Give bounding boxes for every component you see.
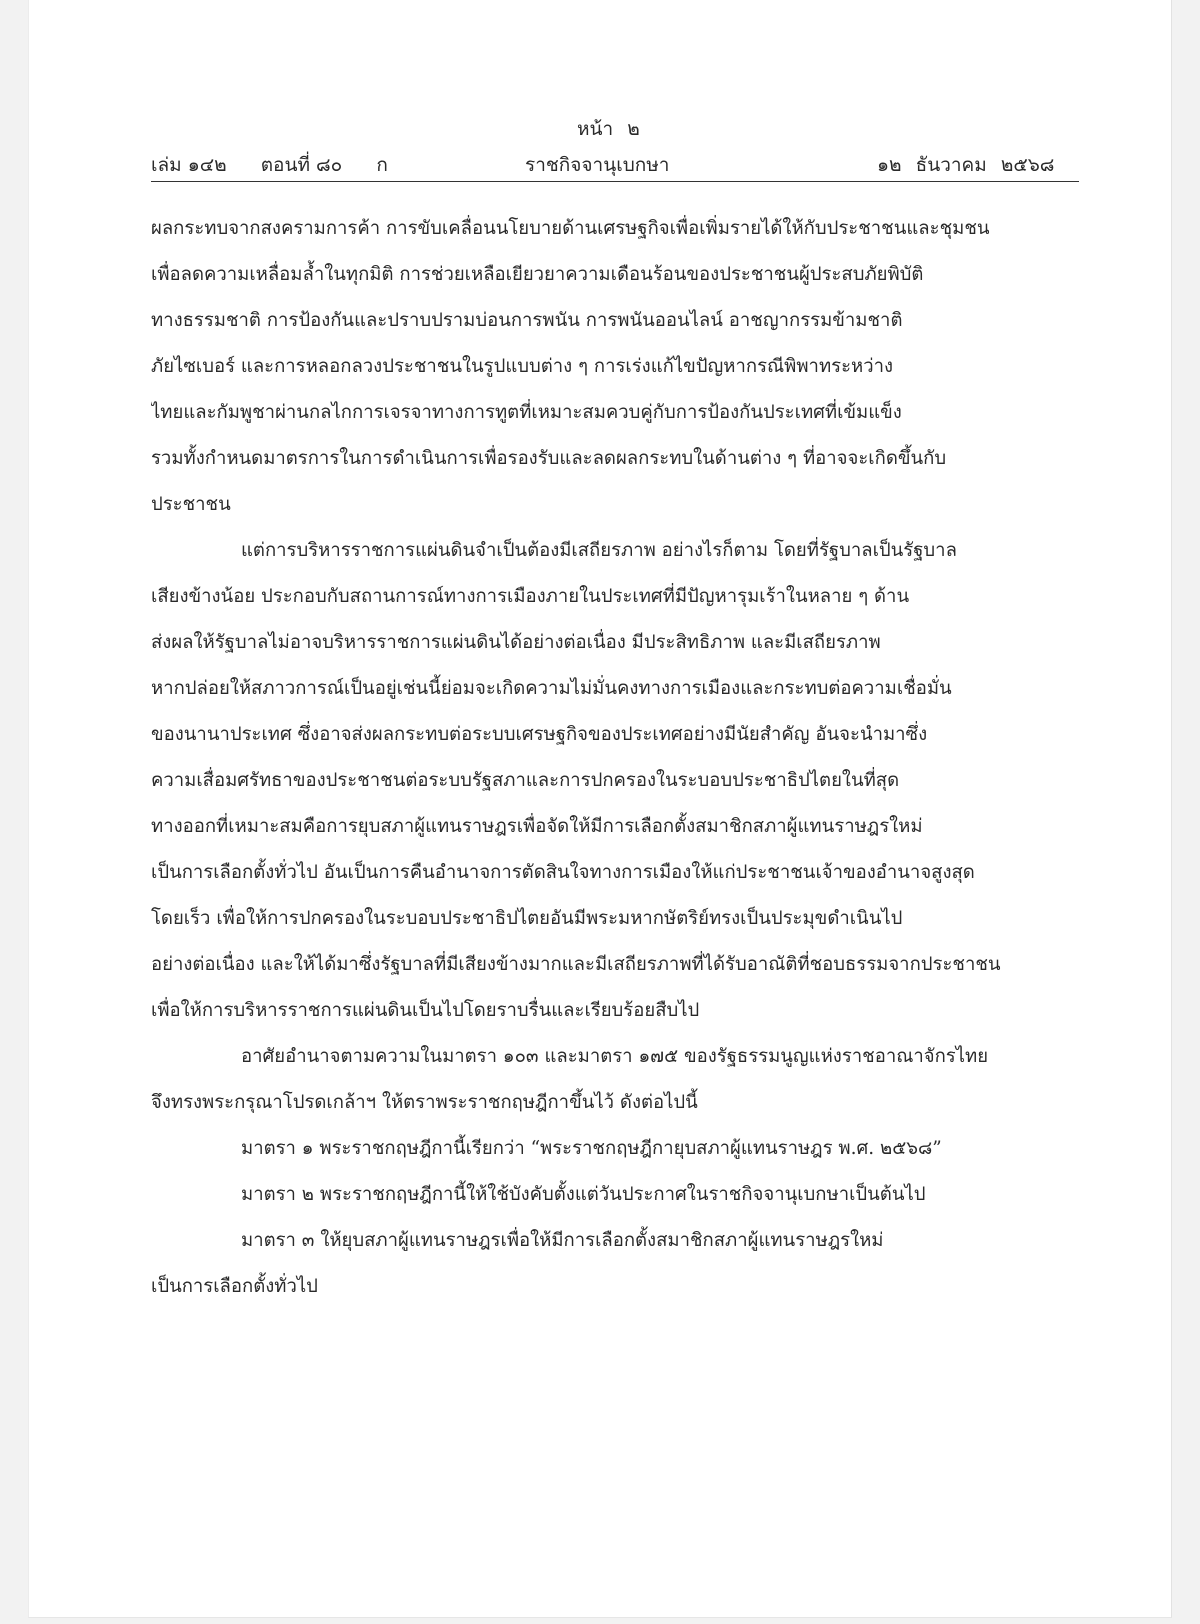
text-line: เป็นการเลือกตั้งทั่วไป	[151, 1276, 318, 1297]
text-line: ภัยไซเบอร์ และการหลอกลวงประชาชนในรูปแบบต่าง ๆ การเร่งแก้ไขปัญหากรณีพิพาทระหว่าง	[151, 356, 894, 377]
text-line: โดยเร็ว เพื่อให้การปกครองในระบอบประชาธิปไตยอันมีพระมหากษัตริย์ทรงเป็นประมุขดำเนินไป	[151, 908, 903, 929]
text-line: หากปล่อยให้สภาวการณ์เป็นอยู่เช่นนี้ย่อมจะเกิดความไม่มั่นคงทางการเมืองและกระทบต่อความเชื่อมั่น	[151, 678, 952, 699]
text-line: รวมทั้งกำหนดมาตรการในการดำเนินการเพื่อรองรับและลดผลกระทบในด้านต่าง ๆ ที่อาจจะเกิดขึ้นกับ	[151, 448, 947, 469]
text-line: ไทยและกัมพูชาผ่านกลไกการเจรจาทางการทูตที่เหมาะสมควบคู่กับการป้องกันประเทศที่เข้มแข็ง	[151, 402, 902, 423]
paragraph-enactment	[151, 1034, 1079, 1126]
text-line: ความเสื่อมศรัทธาของประชาชนต่อระบบรัฐสภาและการปกครองในระบอบประชาธิปไตยในที่สุด	[151, 770, 900, 791]
section-1	[151, 1126, 1079, 1172]
text-line: ส่งผลให้รัฐบาลไม่อาจบริหารราชการแผ่นดินได้อย่างต่อเนื่อง มีประสิทธิภาพ และมีเสถียรภาพ	[151, 632, 881, 653]
text-line: อย่างต่อเนื่อง และให้ได้มาซึ่งรัฐบาลที่มีเสียงข้างมากและมีเสถียรภาพที่ได้รับอาณัติที่ชอบธรรมจากประชาชน	[151, 954, 1001, 975]
text-line: ทางออกที่เหมาะสมคือการยุบสภาผู้แทนราษฎรเพื่อจัดให้มีการเลือกตั้งสมาชิกสภาผู้แทนราษฎรใหม่	[151, 816, 923, 837]
text-line: ผลกระทบจากสงครามการค้า การขับเคลื่อนนโยบายด้านเศรษฐกิจเพื่อเพิ่มรายได้ให้กับประชาชนและชุมชน	[151, 218, 990, 239]
issue-label: ตอนที่ ๘๐	[260, 154, 343, 176]
paragraph-2	[151, 528, 1079, 1034]
publication-date: ๑๒ ธันวาคม ๒๕๖๘	[877, 154, 1055, 176]
text-line: ประชาชน	[151, 494, 231, 515]
section-label: ก	[376, 154, 388, 176]
section-3	[151, 1218, 1079, 1310]
paragraph-1	[151, 206, 1079, 528]
section-2	[151, 1172, 1079, 1218]
header-rule	[151, 181, 1079, 182]
text-line: เสียงข้างน้อย ประกอบกับสถานการณ์ทางการเมืองภายในประเทศที่มีปัญหารุมเร้าในหลาย ๆ ด้าน	[151, 586, 910, 607]
publication-title: ราชกิจจานุเบกษา	[525, 154, 670, 176]
text-line: มาตรา ๓ ให้ยุบสภาผู้แทนราษฎรเพื่อให้มีการเลือกตั้งสมาชิกสภาผู้แทนราษฎรใหม่	[241, 1230, 884, 1251]
volume-label: เล่ม ๑๔๒	[151, 154, 227, 176]
text-line: ของนานาประเทศ ซึ่งอาจส่งผลกระทบต่อระบบเศรษฐกิจของประเทศอย่างมีนัยสำคัญ อันจะนำมาซึ่ง	[151, 724, 928, 745]
text-line: เป็นการเลือกตั้งทั่วไป อันเป็นการคืนอำนาจการตัดสินใจทางการเมืองให้แก่ประชาชนเจ้าของอำนาจสูงสุด	[151, 862, 975, 883]
document-page	[28, 0, 1172, 1618]
text-line: มาตรา ๒ พระราชกฤษฎีกานี้ให้ใช้บังคับตั้งแต่วันประกาศในราชกิจจานุเบกษาเป็นต้นไป	[241, 1184, 926, 1205]
text-line: อาศัยอำนาจตามความในมาตรา ๑๐๓ และมาตรา ๑๗๕ ของรัฐธรรมนูญแห่งราชอาณาจักรไทย	[241, 1046, 989, 1067]
text-line: จึงทรงพระกรุณาโปรดเกล้าฯ ให้ตราพระราชกฤษฎีกาขึ้นไว้ ดังต่อไปนี้	[151, 1092, 698, 1113]
text-line: มาตรา ๑ พระราชกฤษฎีกานี้เรียกว่า “พระราชกฤษฎีกายุบสภาผู้แทนราษฎร พ.ศ. ๒๕๖๘”	[241, 1138, 942, 1159]
text-line: แต่การบริหารราชการแผ่นดินจำเป็นต้องมีเสถียรภาพ อย่างไรก็ตาม โดยที่รัฐบาลเป็นรัฐบาล	[241, 540, 957, 561]
text-line: เพื่อลดความเหลื่อมล้ำในทุกมิติ การช่วยเหลือเยียวยาความเดือนร้อนของประชาชนผู้ประสบภัยพิบัติ	[151, 264, 924, 285]
document-body	[151, 206, 1079, 1310]
page-number: หน้า ๒	[577, 118, 640, 140]
text-line: เพื่อให้การบริหารราชการแผ่นดินเป็นไปโดยราบรื่นและเรียบร้อยสืบไป	[151, 1000, 700, 1021]
text-line: ทางธรรมชาติ การป้องกันและปราบปรามบ่อนการพนัน การพนันออนไลน์ อาชญากรรมข้ามชาติ	[151, 310, 903, 331]
header-left	[151, 150, 416, 180]
